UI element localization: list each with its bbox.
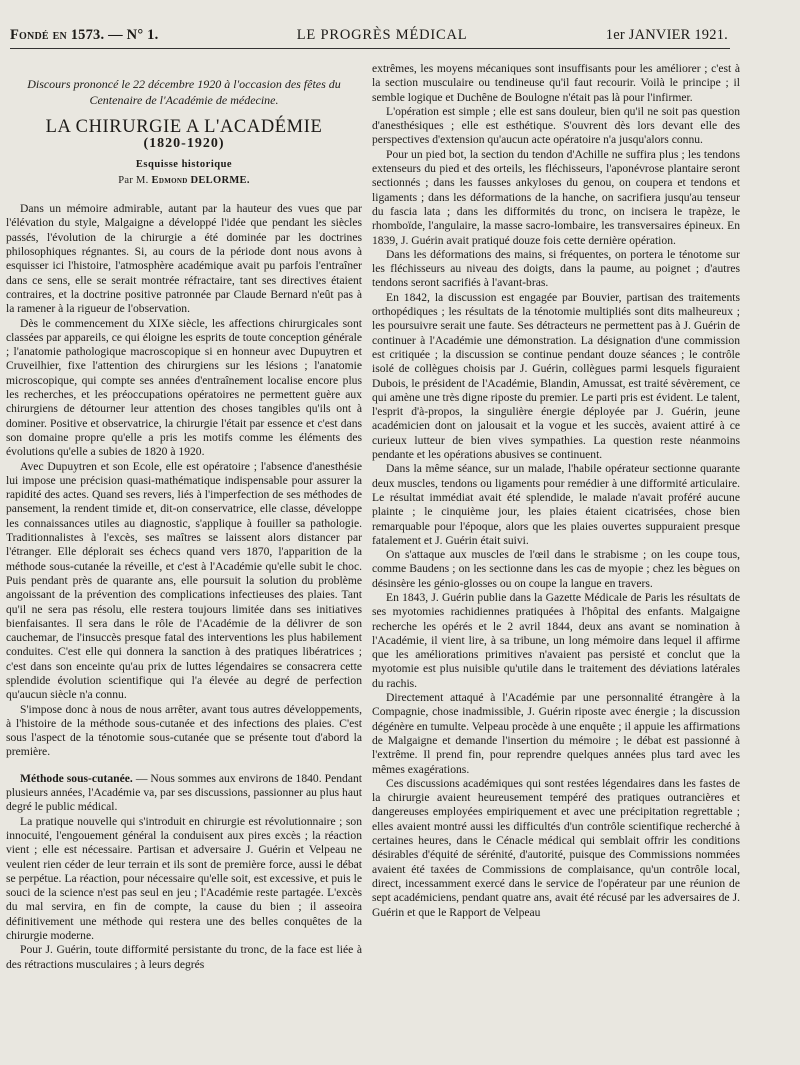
header-founded: Fondé en 1573. — N° 1.: [10, 27, 159, 43]
paragraph: On s'attaque aux muscles de l'œil dans le strabisme ; on les coupe tous, comme Baudens ; on les sectionne dans les cas de myopie ; chez les bègues on désinsère les génio-glosses ou on coupe la langue en travers.: [372, 548, 740, 590]
paragraph: En 1843, J. Guérin publie dans la Gazette Médicale de Paris les résultats de ses myotomies rachidiennes pratiquées à l'hôpital des enfants. Malgaigne recherche les opérés et le 2 avril 1844, deux ans avant se nomination à l'Académie, il vient lire, à sa tribune, un long mémoire dans lequel il affirme que les améliorations primitives n'avaient pas persisté et conclut que la myotomie est plus nuisible qu'utile dans le traitement des déviations latérales du rachis.: [372, 590, 740, 690]
paragraph: Avec Dupuytren et son Ecole, elle est opératoire ; l'absence d'anesthésie lui impose une précision quasi-mathématique indispensable pour assurer la rapidité des actes. Quand ses revers, liés à l'imperfection de ses méthodes de pansement, la rendent timide et, dit-on conservatrice, elle classe, développe les connaissances utiles au diagnostic, s'applique à fouiller sa pathologie. Traditionnalistes à l'excès, ses maîtres se laissent alors distancer par l'étranger. Elle déplorait ses échecs quand vers 1870, l'apparition de la méthode sous-cutanée la réveille, et c'est à l'Académie qu'elle subit le choc. Puis pendant près de quarante ans, elle poursuit la solution du problème angoissant de la prévention des complications infectieuses des plaies. Tant qu'il ne sera pas résolu, elle restera toujours limitée dans ses initiatives bienfaisantes. Il sera dans le rôle de l'Académie de la délivrer de son cauchemar, de l'insuccès presque fatal des interventions les plus habilement conduites. C'est elle qui donnera la sanction à des pratiques libératrices ; c'est dans son enceinte qu'au prix de luttes légendaires se consacrera cette splendide évolution scientifique qui l'a élevée au degré de perfection qu'aucun siècle n'a connu.: [6, 459, 362, 702]
article-intro: Discours prononcé le 22 décembre 1920 à l'occasion des fêtes du Centenaire de l'Académie de médecine.: [27, 77, 341, 107]
paragraph: La pratique nouvelle qui s'introduit en chirurgie est révolutionnaire ; son innocuité, l'engouement général la conduisent aux pires excès ; la réaction vient ; elle est nécessaire. Partisan et adversaire J. Guérin et Velpeau ne veulent rien céder de leur terrain et ils sont de première force, aussi le débat se perpétue. La réaction, pour nécessaire qu'elle soit, est excessive, et puis le souci de la science n'est pas seul en jeu ; l'Académie reste partagée. L'excès du mal servira, en fin de compte, la cause du bien ; il asseoira définitivement une méthode qui restera une des belles conquêtes de la chirurgie moderne.: [6, 814, 362, 943]
running-header: [10, 27, 728, 47]
article-dates: (1820-1920): [143, 136, 225, 152]
paragraph: Ces discussions académiques qui sont restées légendaires dans les fastes de la chirurgie avaient heureusement tempéré des pratiques outrancières et dangereuses employées empiriquement et avec une précipitation regrettable ; elles avaient montré aussi les difficultés d'un contrôle scientifique recherché à certaines heures, dans le Cénacle médical qui semblait offrir les conditions désirables d'équité de sérénité, d'autorité, puisque des Commissions nommées avaient été taxées de Commissions de complaisance, qu'un contrôle local, direct, incessamment exercé dans le service de l'opérateur par une réunion de sept académiciens, pendant quatre ans, avait été récusé par les adversaires de J. Guérin et que le Rapport de Velpeau: [372, 776, 740, 919]
header-date: 1er JANVIER 1921.: [605, 27, 728, 43]
right-column: [372, 62, 740, 1057]
paragraph: Dès le commencement du XIXe siècle, les affections chirurgicales sont classées par appareils, ce qui éloigne les esprits de toute conception générale ; l'anatomie pathologique macroscopique si en honneur avec Dupuytren et Cruveilhier, fixe l'attention des chirurgiens sur les lésions ; l'anatomie microscopique, qui compte ses années d'entraînement localise encore plus les recherches, et les préoccupations opératoires ne permettent guère aux chirurgiens de détourner leur attention des choses tangibles qu'ils ont à dominer. Positive et observatrice, la chirurgie l'était par essence et c'est dans son domaine propre qu'elle a pris les motifs comme les éléments des évolutions qu'elle a subies de 1820 à 1920.: [6, 316, 362, 459]
article-byline: [6, 174, 362, 188]
article-subtitle: Esquisse historique: [135, 158, 233, 170]
paragraph: Pour un pied bot, la section du tendon d'Achille ne suffira plus ; les tendons extenseurs du pied et des orteils, les fléchisseurs, l'aponévrose plantaire seront sectionnés ; dans les fausses ankyloses du genou, on coupera et tendons et ligaments ; dans les déformations de la hanche, on sacrifiera jusqu'au tenseur du fascia lata ; dans les difformités du tronc, on incisera le trapèze, le rhomboïde, l'angulaire, la masse sacro-lombaire, les transversaires épineux. En 1839, J. Guérin avait pratiqué douze fois cette dernière opération.: [372, 147, 740, 247]
byline-author: Edmond DELORME.: [151, 174, 250, 186]
article-title: LA CHIRURGIE A L'ACADÉMIE: [45, 117, 323, 137]
paragraph: Dans la même séance, sur un malade, l'habile opérateur sectionne quarante deux muscles, tendons ou ligaments pour remédier à une difformité articulaire. Le résultat immédiat avait été splendide, le malade n'avait proféré aucune plainte ; le cinquième jour, les plaies étaient cicatrisées, chose bien remarquable pour l'époque, alors que les plaies ouvertes suppuraient presque fatalement et J. Guérin était suivi.: [372, 462, 740, 547]
paragraph: En 1842, la discussion est engagée par Bouvier, partisan des traitements orthopédiques ; les résultats de la ténotomie multipliés sont dits malheureux ; les poursuivre serait une faute. Ses détracteurs ne permettent pas à J. Guérin de continuer à l'Académie une démonstration. La désignation d'une commission est critiquée ; la discussion se continue pendant douze séances ; le contrôle isolé de collègues choisis par J. Guérin, collègues parmi lesquels figuraient Dubois, le président de l'Académie, Blandin, Amussat, est traité sévèrement, ce qui amène une très digne riposte du premier. Le parti pris est évident. Le talent, l'esprit d'à-propos, la singulière énergie déployée par J. Guérin, jeune académicien dont on jalousait et la vogue et les succès, avaient attiré à ce curieux lutteur de bien vives sympathies. La question reste néanmoins pendante et les opérations abusives se continuent.: [372, 290, 740, 462]
paragraph: extrêmes, les moyens mécaniques sont insuffisants pour les améliorer ; c'est à la section musculaire ou tendineuse qu'il faut recourir. Voilà le principe ; il semble logique et Duchêne de Boulogne n'était pas là pour l'infirmer.: [372, 62, 740, 104]
paragraph: Dans les déformations des mains, si fréquentes, on portera le ténotome sur les fléchisseurs au niveau des doigts, dans la paume, au poignet ; d'autres tendons seront sacrifiés à l'avant-bras.: [372, 247, 740, 290]
paragraph: S'impose donc à nous de nous arrêter, avant tous autres développements, à l'histoire de la méthode sous-cutanée et des infections des plaies. C'est sous l'aspect de la ténotomie sous-cutanée que se présente tout d'abord la première.: [6, 702, 362, 759]
paragraph: Directement attaqué à l'Académie par une personnalité étrangère à la Compagnie, chose inadmissible, J. Guérin riposte avec énergie ; la discussion dégénère en tumulte. Velpeau procède à une enquête ; il appuie les affirmations de Malgaigne et demande l'insertion du mémoire ; le débat est passionné à l'extrême. Il prend fin, pour reprendre quelques années plus tard avec les mêmes exagérations.: [372, 691, 740, 776]
byline-prefix: Par M.: [118, 174, 149, 186]
paragraph: Dans un mémoire admirable, autant par la hauteur des vues que par l'élévation du style, Malgaigne a développé l'idée que pendant les siècles passés, l'évolution de la chirurgie a été dominée par les doctrines philosophiques régnantes. Si, au cours de la période dont nous avons à esquisser ici l'histoire, l'atmosphère académique avait pu parfois l'entraîner dans ce sens, elle se serait montrée réfractaire, tant ses directives étaient contraires, et la doctrine positive patronnée par Claude Bernard n'eût pas à la ramener à la rigueur de l'observation.: [6, 202, 362, 316]
section-paragraph: [6, 772, 362, 815]
paragraph: L'opération est simple ; elle est sans douleur, bien qu'il ne soit pas question d'anesthésiques ; elle est esthétique. S'ouvrent dès lors devant elle des perspectives d'extension qu'aucun acte opératoire n'a jusqu'alors connu.: [372, 104, 740, 147]
paragraph: Pour J. Guérin, toute difformité persistante du tronc, de la face est liée à des rétractions musculaires ; à leurs degrés: [6, 943, 362, 971]
left-column: [6, 62, 362, 1057]
header-journal-title: LE PROGRÈS MÉDICAL: [296, 27, 468, 43]
section-heading: Méthode sous-cutanée.: [20, 771, 133, 785]
section-lead-text: — Nous sommes aux environs de 1840. Pendant plusieurs années, l'Académie va, par ses discussions, passionner au plus haut degré le public médical.: [6, 771, 362, 814]
header-rule: [10, 48, 730, 49]
